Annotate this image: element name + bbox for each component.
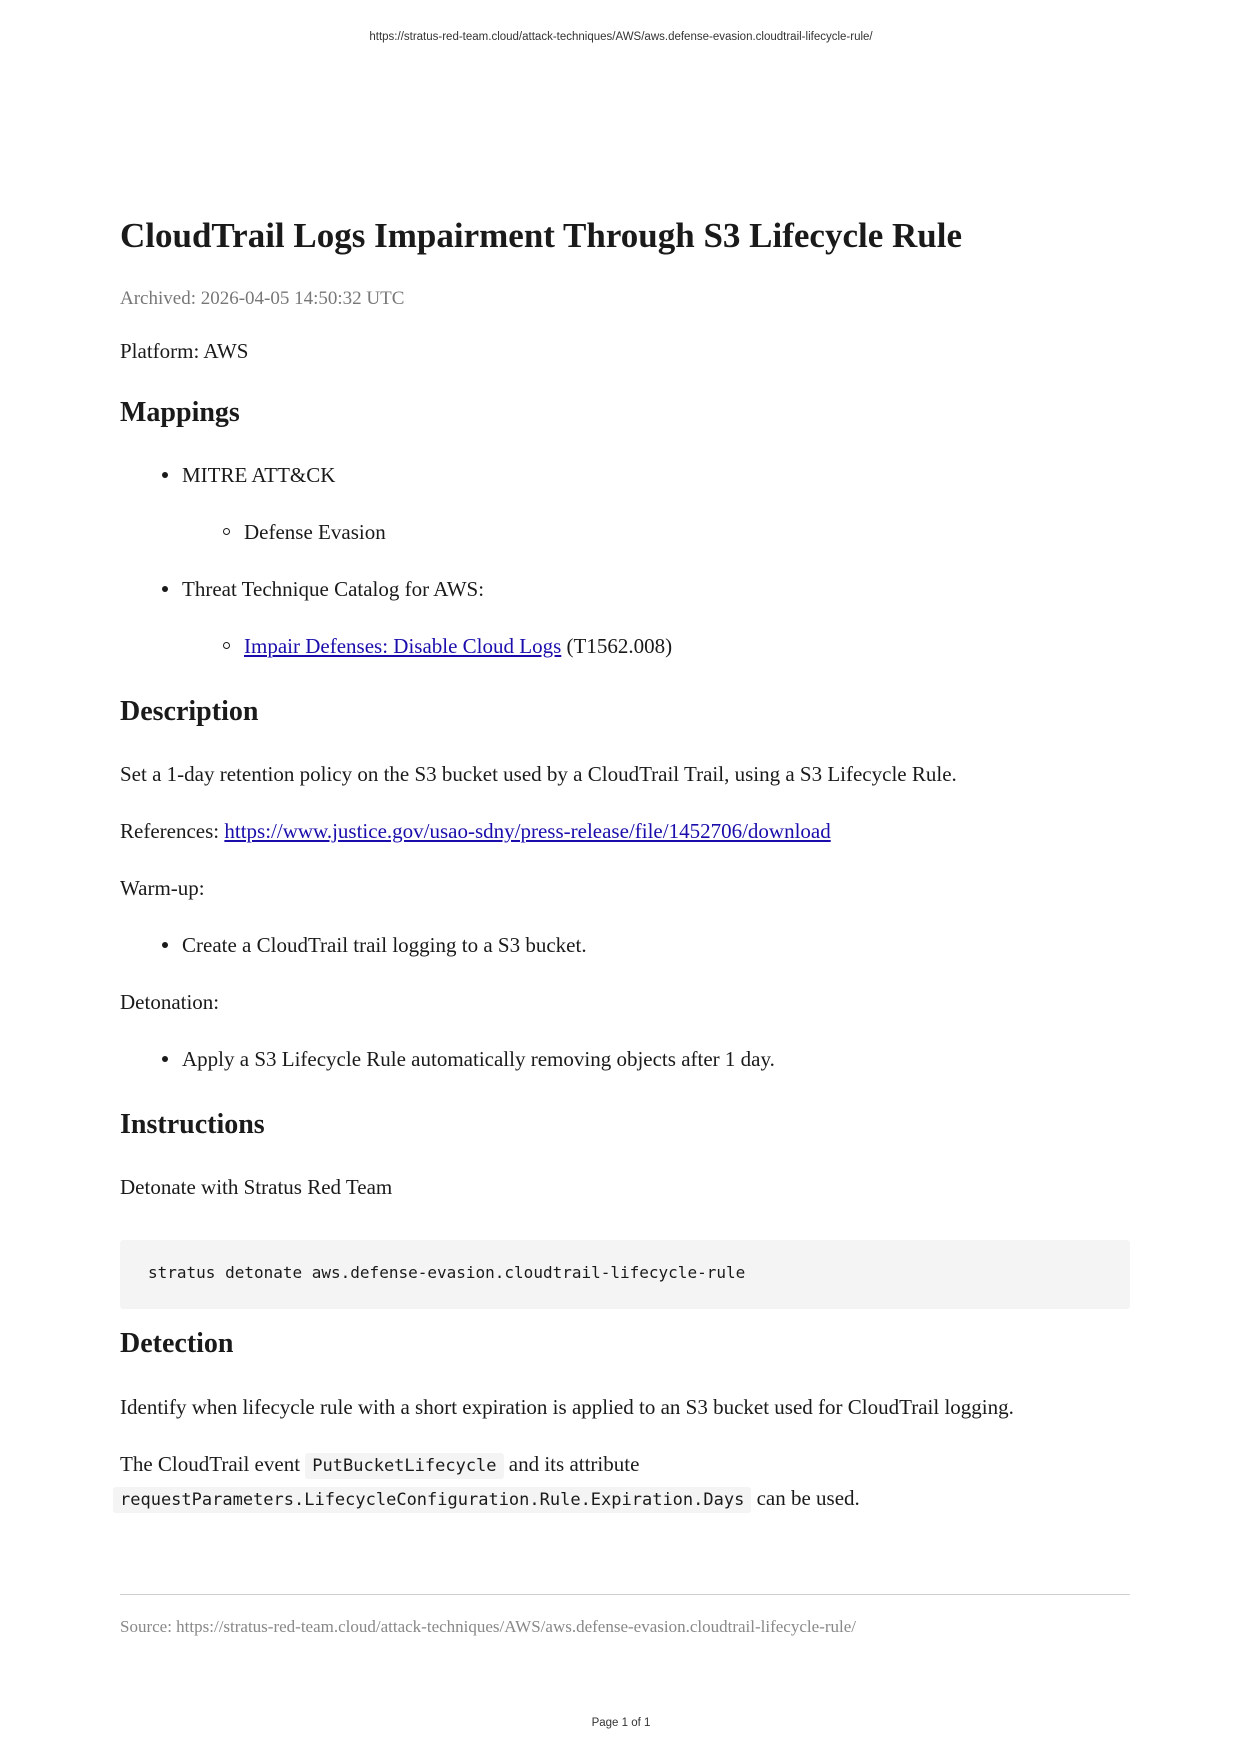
list-item-label: Threat Technique Catalog for AWS: xyxy=(182,577,485,601)
bullet-circle-icon xyxy=(223,642,230,649)
bullet-dot-icon xyxy=(162,472,168,478)
references-link[interactable]: https://www.justice.gov/usao-sdny/press-release/file/1452706/download xyxy=(224,819,831,843)
bullet-dot-icon xyxy=(162,1056,168,1062)
divider xyxy=(120,1594,1130,1595)
print-header-url: https://stratus-red-team.cloud/attack-techniques/AWS/aws.defense-evasion.cloudtrail-lifecycle-rule/ xyxy=(369,31,873,43)
attribute-code: requestParameters.LifecycleConfiguration.Rule.Expiration.Days xyxy=(113,1487,751,1513)
list-item-label: Apply a S3 Lifecycle Rule automatically removing objects after 1 day. xyxy=(182,1047,775,1071)
bullet-circle-icon xyxy=(223,528,230,535)
detection-attribute-line xyxy=(120,1484,860,1514)
instructions-heading: Instructions xyxy=(120,1109,265,1140)
warmup-label: Warm-up: xyxy=(120,876,205,900)
instructions-text: Detonate with Stratus Red Team xyxy=(120,1175,393,1199)
references-label: References: xyxy=(120,819,225,843)
detection-line-prefix: The CloudTrail event xyxy=(120,1452,306,1476)
description-heading: Description xyxy=(120,696,259,727)
event-code: PutBucketLifecycle xyxy=(305,1453,503,1479)
bullet-dot-icon xyxy=(162,942,168,948)
list-item-label: Create a CloudTrail trail logging to a S3 bucket. xyxy=(182,933,587,957)
detection-heading: Detection xyxy=(120,1328,234,1359)
detection-line-suffix: and its attribute xyxy=(503,1452,640,1476)
page-number: Page 1 of 1 xyxy=(591,1717,651,1729)
code-block[interactable] xyxy=(120,1240,1130,1309)
source-line: Source: https://stratus-red-team.cloud/attack-techniques/AWS/aws.defense-evasion.cloudtrail-lifecycle-rule/ xyxy=(120,1617,856,1636)
detection-text: Identify when lifecycle rule with a short expiration is applied to an S3 bucket used for CloudTrail logging. xyxy=(120,1395,1014,1419)
archived-timestamp: Archived: 2026-04-05 14:50:32 UTC xyxy=(120,288,405,309)
list-item-label: Defense Evasion xyxy=(244,520,386,544)
detection-event-line xyxy=(120,1450,639,1480)
impair-defenses-link[interactable]: Impair Defenses: Disable Cloud Logs xyxy=(244,634,562,658)
mappings-heading: Mappings xyxy=(120,397,240,428)
description-text: Set a 1-day retention policy on the S3 bucket used by a CloudTrail Trail, using a S3 Lifecycle Rule. xyxy=(120,762,957,786)
page-title: CloudTrail Logs Impairment Through S3 Lifecycle Rule xyxy=(120,216,962,255)
detection-line-end: can be used. xyxy=(751,1486,860,1510)
code-block-text: stratus detonate aws.defense-evasion.cloudtrail-lifecycle-rule xyxy=(148,1263,746,1282)
references-line xyxy=(120,817,831,845)
detonation-label: Detonation: xyxy=(120,990,220,1014)
bullet-dot-icon xyxy=(162,586,168,592)
platform-label: Platform: AWS xyxy=(120,339,249,363)
technique-id: (T1562.008) xyxy=(561,634,673,658)
list-item-label: MITRE ATT&CK xyxy=(182,463,336,487)
